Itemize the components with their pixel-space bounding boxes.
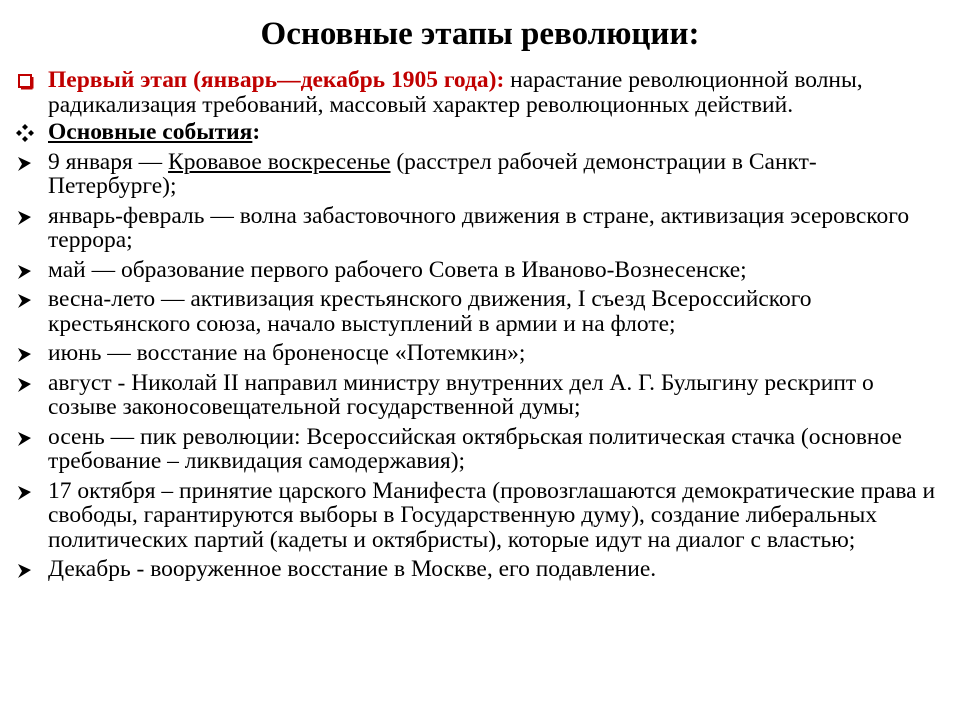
hollow-square-bullet-icon	[12, 70, 38, 92]
intro-paragraph	[10, 68, 945, 117]
event-text: август - Николай II направил министру внутренних дел А. Г. Булыгину рескрипт о созыве законосовещательной государственной думы;	[48, 369, 874, 420]
arrowhead-bullet-icon	[12, 152, 38, 174]
event-text: май — образование первого рабочего Совета в Иваново-Вознесенске;	[48, 256, 747, 283]
slide-title: Основные этапы революции:	[260, 16, 700, 52]
arrowhead-bullet-icon	[12, 481, 38, 503]
event-text: весна-лето — активизация крестьянского движения, I съезд Всероссийского крестьянского союза, начало выступлений в армии и на флоте;	[48, 286, 812, 337]
event-text: январь-февраль — волна забастовочного движения в стране, активизация эсеровского террора;	[48, 202, 910, 253]
event-text: Декабрь - вооруженное восстание в Москве, его подавление.	[48, 556, 657, 582]
event-item	[10, 150, 945, 199]
intro-highlight: Первый этап (январь—декабрь 1905 года):	[48, 67, 505, 93]
event-item	[10, 341, 945, 366]
event-item	[10, 204, 945, 253]
intro-text: нарастание революционной волны, радикализация требований, массовый характер революционных действий.	[48, 67, 863, 118]
event-item	[10, 557, 945, 582]
event-link-bloody-sunday: Кровавое воскресенье	[168, 148, 391, 175]
arrowhead-bullet-icon	[12, 289, 38, 311]
event-text: осень — пик революции: Всероссийская октябрьская политическая стачка (основное требование – ликвидация самодержавия);	[48, 423, 902, 474]
event-item	[10, 287, 945, 336]
arrowhead-bullet-icon	[12, 260, 38, 282]
events-heading: Основные события	[48, 119, 253, 145]
event-text: 17 октября – принятие царского Манифеста (провозглашаются демократические права и свободы, гарантируются выборы в Государственную думу), создание либеральных политических партий (кадеты и октябристы), которые идут на диалог с властью;	[48, 477, 936, 553]
slide-content	[10, 68, 945, 587]
arrowhead-bullet-icon	[12, 559, 38, 581]
event-item	[10, 479, 945, 553]
event-item	[10, 371, 945, 420]
event-text-suffix: (расстрел рабочей демонстрации в Санкт-Петербурге);	[48, 148, 817, 199]
event-text: 9 января —	[48, 148, 169, 175]
four-diamond-bullet-icon	[12, 122, 38, 144]
events-heading-colon: :	[252, 119, 261, 145]
arrowhead-bullet-icon	[12, 373, 38, 395]
arrowhead-bullet-icon	[12, 343, 38, 365]
event-item	[10, 258, 945, 283]
arrowhead-bullet-icon	[12, 427, 38, 449]
event-text: июнь — восстание на броненосце «Потемкин»;	[48, 340, 526, 366]
events-heading-row	[10, 120, 945, 145]
arrowhead-bullet-icon	[12, 206, 38, 228]
event-item	[10, 425, 945, 474]
